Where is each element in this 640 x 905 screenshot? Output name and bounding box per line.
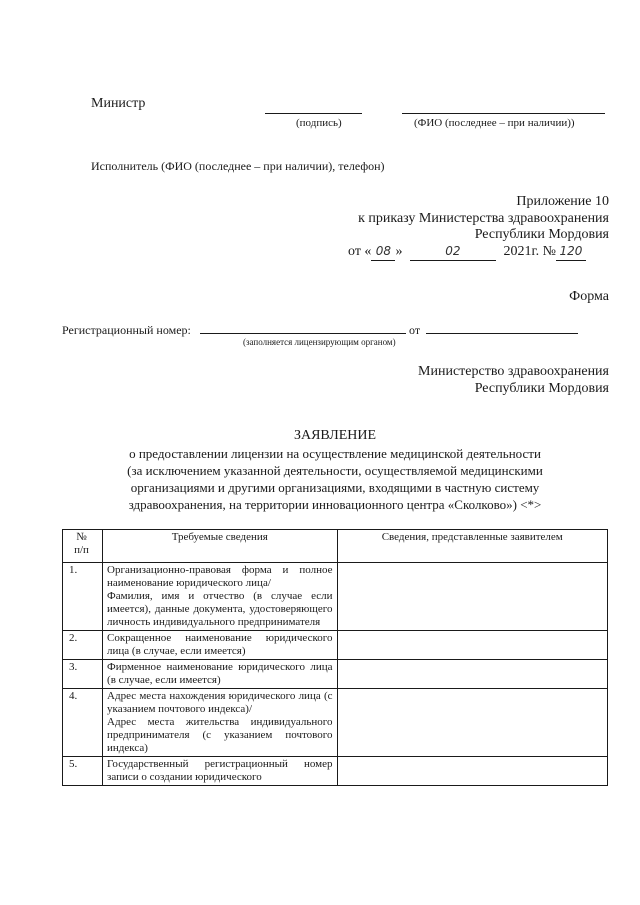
document-subtitle-1: о предоставлении лицензии на осуществление медицинской деятельности (129, 446, 541, 461)
appendix-line-3: Республики Мордовия (474, 227, 609, 242)
registration-label: Регистрационный номер: (62, 323, 191, 337)
header-provided: Сведения, представленные заявителем (337, 530, 608, 563)
row-num: 2. (63, 631, 103, 660)
table-row (63, 689, 608, 757)
row-required-text: Организационно-правовая форма и полное наименование юридического лица/ Фамилия, имя и отчество (в случае если имеется), данные документа, удостоверяющего личность индивидуального предпринимателя (103, 563, 337, 631)
header-required: Требуемые сведения (103, 530, 337, 563)
document-heading: ЗАЯВЛЕНИЕ (293, 428, 377, 443)
row-value-cell[interactable] (337, 660, 608, 689)
row-value-cell[interactable] (337, 757, 608, 786)
order-number-value: 120 (559, 244, 583, 258)
date-month (410, 244, 496, 261)
appendix-line-2: к приказу Министерства здравоохранения (358, 211, 609, 226)
addressee-line-1: Министерство здравоохранения (418, 364, 609, 379)
minister-label: Министр (91, 96, 146, 111)
form-label: Форма (569, 289, 609, 304)
row-required-text: Адрес места нахождения юридического лица (с указанием почтового индекса)/ Адрес места жительства индивидуального предпринимателя (с указанием почтового индекса) (103, 689, 337, 757)
document-subtitle-4: здравоохранения, на территории инновационного центра «Сколково») <*> (128, 497, 542, 512)
registration-from-label: от (409, 323, 421, 337)
row-value-cell[interactable] (337, 563, 608, 631)
signature-caption: (подпись) (296, 117, 342, 129)
row-num: 1. (63, 563, 103, 631)
row-num: 5. (63, 757, 103, 786)
row-required-text: Сокращенное наименование юридического лица (в случае, если имеется) (103, 631, 337, 660)
table-row (63, 757, 608, 786)
table-row (63, 631, 608, 660)
date-prefix: от « (348, 244, 372, 259)
name-line (402, 113, 605, 114)
appendix-date-line (348, 244, 586, 261)
date-day (371, 244, 395, 261)
date-day-value: 08 (375, 244, 392, 258)
row-num: 4. (63, 689, 103, 757)
executor-line: Исполнитель (ФИО (последнее – при наличии), телефон) (91, 159, 385, 173)
table-row (63, 563, 608, 631)
row-required-text: Государственный регистрационный номер записи о создании юридического (103, 757, 337, 786)
table-header-row (63, 530, 608, 563)
table-row (63, 660, 608, 689)
name-caption: (ФИО (последнее – при наличии)) (414, 117, 575, 129)
registration-line (200, 333, 406, 334)
date-mid: » (395, 244, 403, 259)
row-value-cell[interactable] (337, 689, 608, 757)
row-num: 3. (63, 660, 103, 689)
application-table (62, 529, 608, 786)
order-number (556, 244, 586, 261)
signature-line (265, 113, 362, 114)
date-year: 2021г. № (503, 244, 556, 259)
document-subtitle-2: (за исключением указанной деятельности, осуществляемой медицинскими (127, 463, 543, 478)
document-subtitle-3: организациями и другими организациями, входящими в частную систему (130, 480, 540, 495)
row-value-cell[interactable] (337, 631, 608, 660)
addressee-line-2: Республики Мордовия (474, 381, 609, 396)
date-month-value: 02 (445, 244, 461, 258)
registration-date-line (426, 333, 578, 334)
registration-caption: (заполняется лицензирующим органом) (243, 337, 396, 347)
appendix-line-1: Приложение 10 (516, 194, 609, 209)
header-num: № п/п (63, 530, 103, 563)
row-required-text: Фирменное наименование юридического лица (в случае, если имеется) (103, 660, 337, 689)
